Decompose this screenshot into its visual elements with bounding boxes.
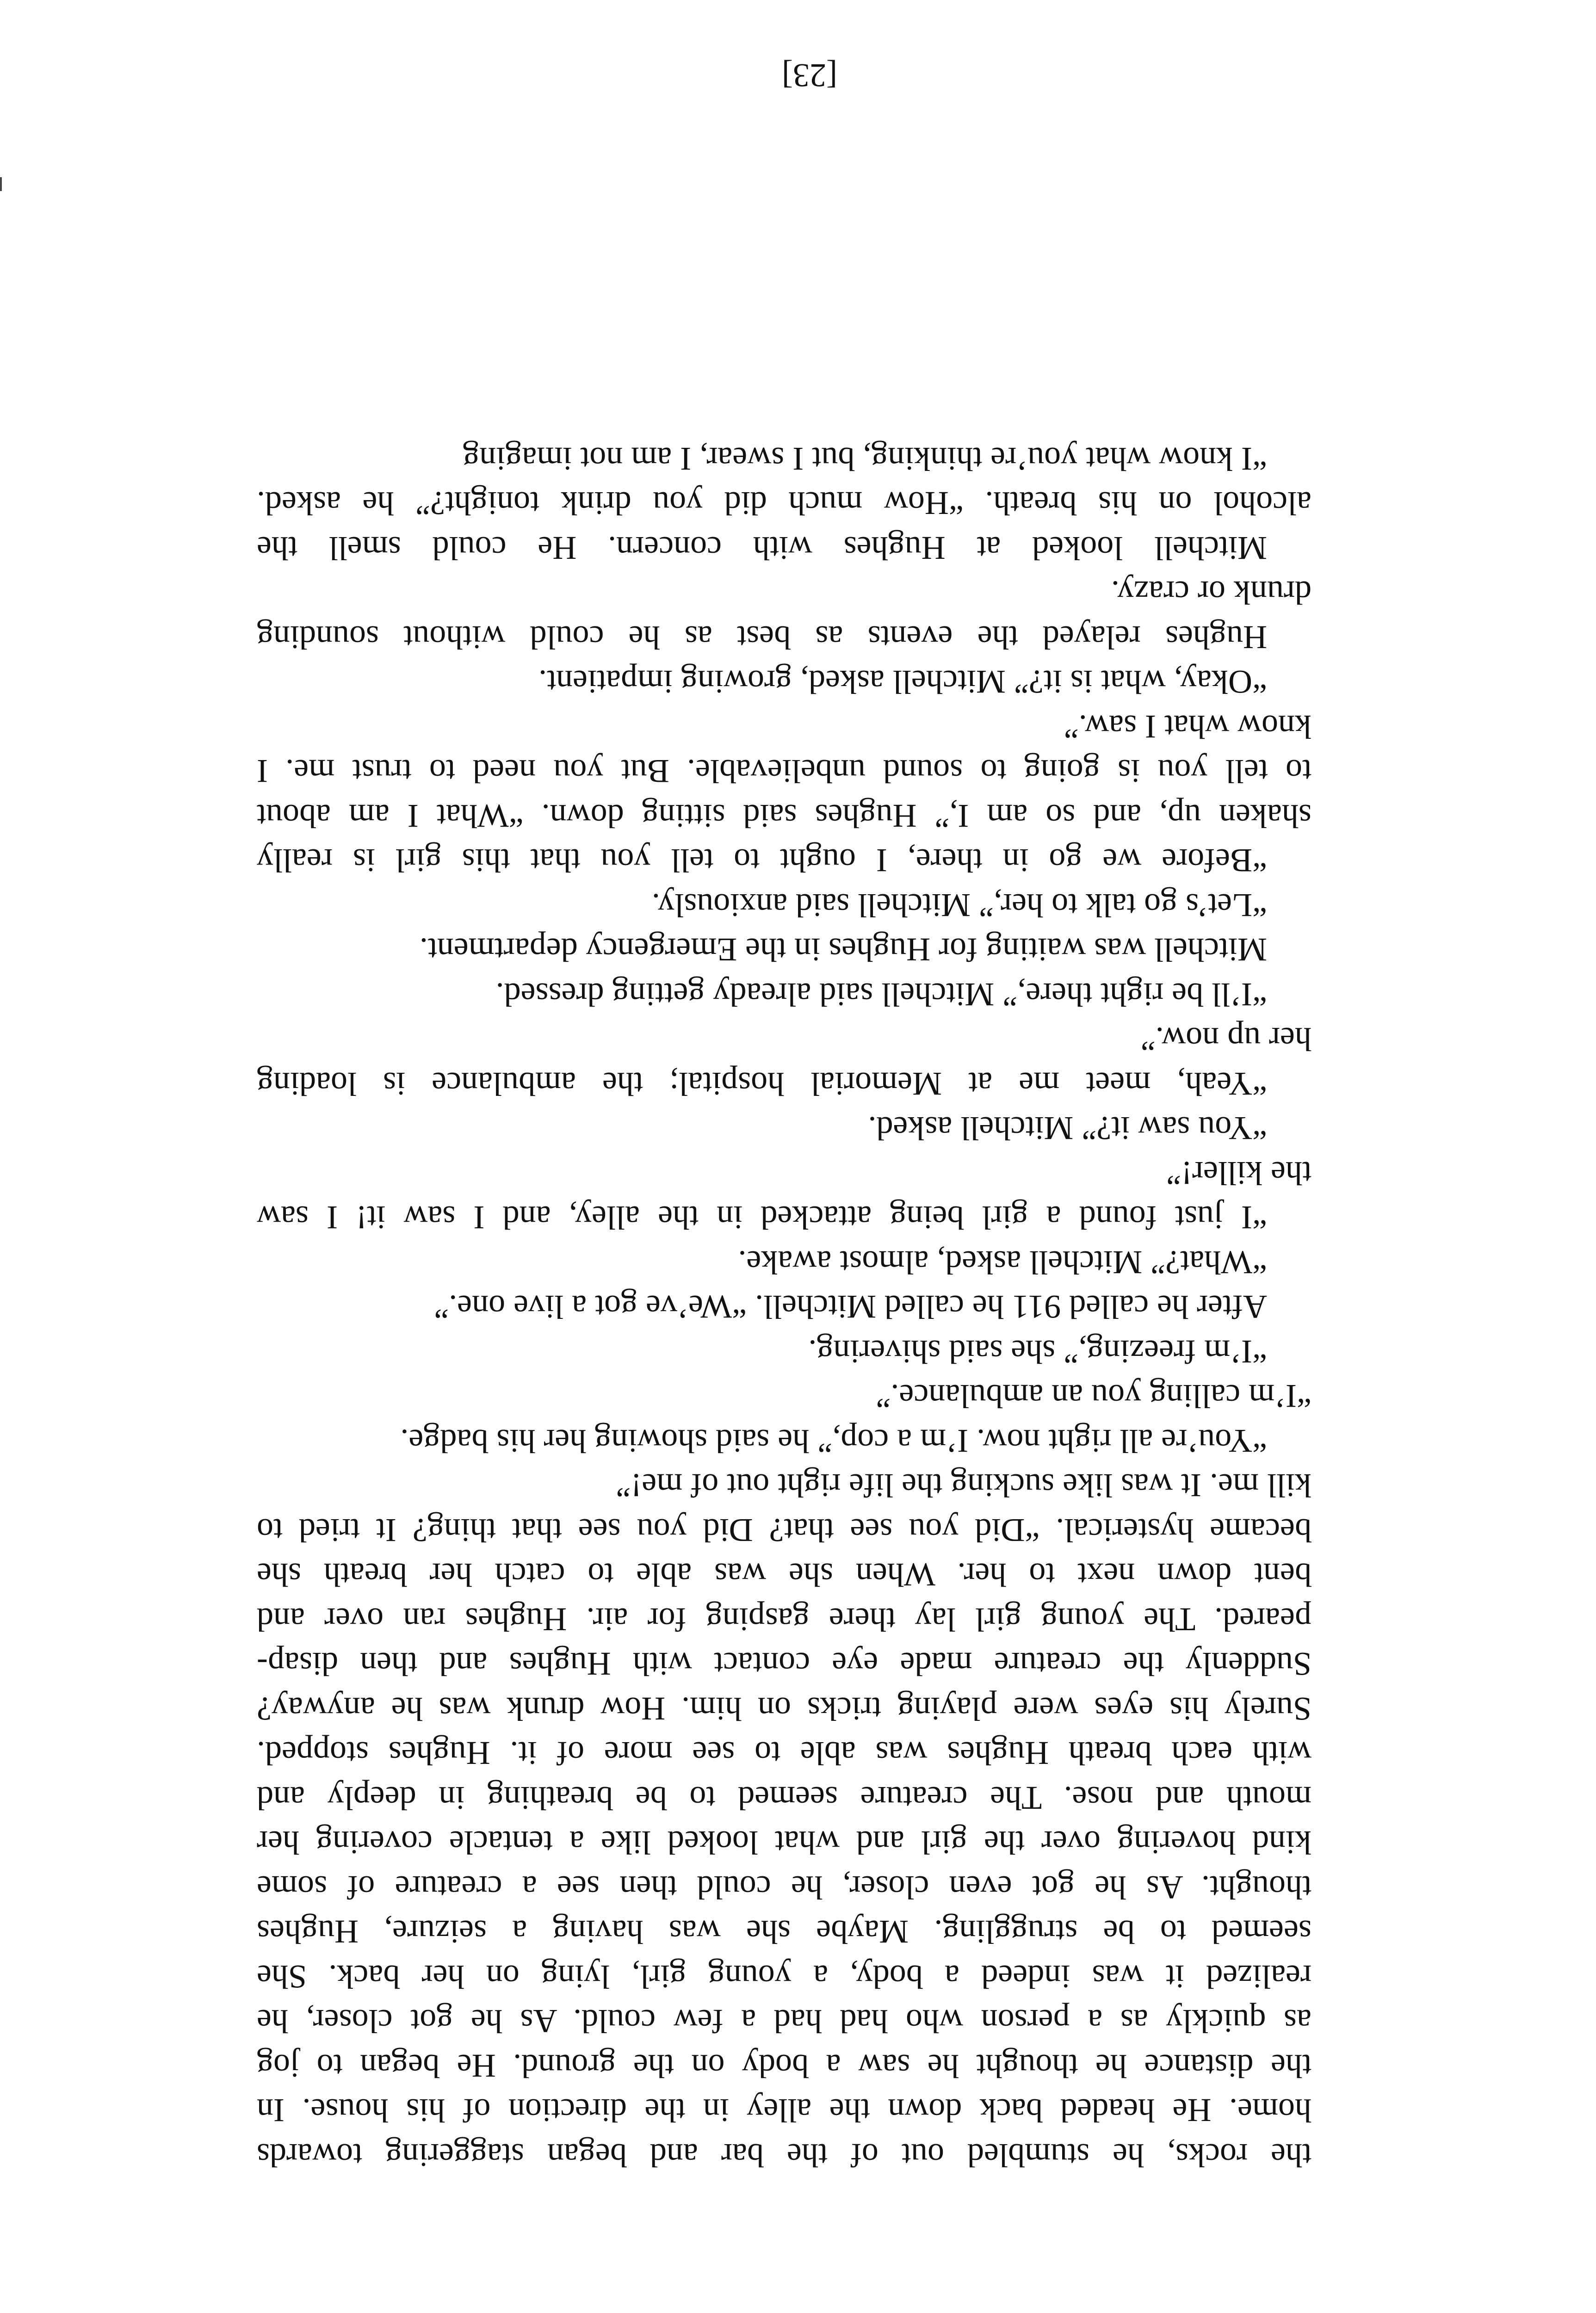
- text-line: “I’ll be right there,” Mitchell said already getting dressed.: [495, 976, 1267, 1013]
- text-line: alcohol on his breath. “How much did you drink tonight?” he asked.: [257, 485, 1311, 522]
- text-line: “I know what you’re thinking, but I swear, I am not imaging: [463, 440, 1267, 477]
- text-line: “I’m calling you an ambulance.”: [876, 1378, 1311, 1415]
- text-line: her up now.”: [1140, 1020, 1311, 1058]
- text-line: shaken up, and so am I,” Hughes said sitting down. “What I am about: [257, 798, 1311, 835]
- text-line: kill me. It was like sucking the life right out of me!”: [616, 1467, 1311, 1504]
- page-edge-mark: [0, 177, 2, 191]
- text-line: “Let’s go talk to her,” Mitchell said anxiously.: [651, 887, 1267, 924]
- text-line: “I just found a girl being attacked in the alley, and I saw it! I saw: [257, 1199, 1267, 1237]
- text-line: Suddenly the creature made eye contact with Hughes and then disap-: [257, 1645, 1311, 1683]
- text-line: became hysterical. “Did you see that? Did you see that thing? It tried to: [257, 1512, 1311, 1549]
- page-number: [23]: [782, 57, 837, 94]
- text-line: Mitchell looked at Hughes with concern. He could smell the: [257, 530, 1267, 567]
- text-line: the killer!”: [1166, 1155, 1311, 1192]
- text-line: the rocks, he stumbled out of the bar and began staggering towards: [257, 2137, 1311, 2174]
- text-line: Mitchell was waiting for Hughes in the Emergency department.: [419, 931, 1267, 969]
- text-line: home. He headed back down the alley in the direction of his house. In: [257, 2092, 1311, 2129]
- text-line: “You saw it?” Mitchell asked.: [868, 1110, 1267, 1147]
- text-line: mouth and nose. The creature seemed to be breathing in deeply and: [257, 1780, 1311, 1817]
- text-line: “You’re all right now. I’m a cop,” he said showing her his badge.: [400, 1422, 1267, 1460]
- text-line: Hughes relayed the events as best as he could without sounding: [257, 619, 1267, 656]
- text-line: as quickly as a person who had had a few could. As he got closer, he: [257, 2003, 1311, 2040]
- text-line: kind hovering over the girl and what looked like a tentacle covering her: [257, 1824, 1311, 1862]
- text-line: the distance he thought he saw a body on the ground. He began to jog: [257, 2047, 1311, 2084]
- text-line: “What?” Mitchell asked, almost awake.: [738, 1244, 1267, 1281]
- body-text: [257, 437, 1311, 2178]
- text-line: After he called 911 he called Mitchell. “We’ve got a live one.”: [434, 1288, 1267, 1326]
- text-line: seemed to be struggling. Maybe she was having a seizure, Hughes: [257, 1913, 1311, 1951]
- text-line: to tell you is going to sound unbelievable. But you need to trust me. I: [257, 753, 1311, 790]
- text-line: “Yeah, meet me at Memorial hospital; the ambulance is loading: [257, 1065, 1267, 1102]
- text-line: realized it was indeed a body, a young girl, lying on her back. She: [257, 1958, 1311, 1995]
- text-line: “I’m freezing,” she said shivering.: [808, 1333, 1267, 1370]
- text-line: thought. As he got even closer, he could then see a creature of some: [257, 1869, 1311, 1906]
- text-line: drunk or crazy.: [1111, 574, 1311, 612]
- text-line: bent down next to her. When she was able to catch her breath she: [257, 1556, 1311, 1594]
- text-line: peared. The young girl lay there gasping for air. Hughes ran over and: [257, 1601, 1311, 1638]
- text-line: know what I saw.”: [1064, 708, 1311, 745]
- text-line: “Before we go in there, I ought to tell you that this girl is really: [257, 842, 1267, 879]
- text-line: “Okay, what is it?” Mitchell asked, growing impatient.: [538, 663, 1267, 701]
- text-line: with each breath Hughes was able to see more of it. Hughes stopped.: [257, 1735, 1311, 1772]
- text-line: Surely his eyes were playing tricks on him. How drunk was he anyway?: [257, 1690, 1311, 1727]
